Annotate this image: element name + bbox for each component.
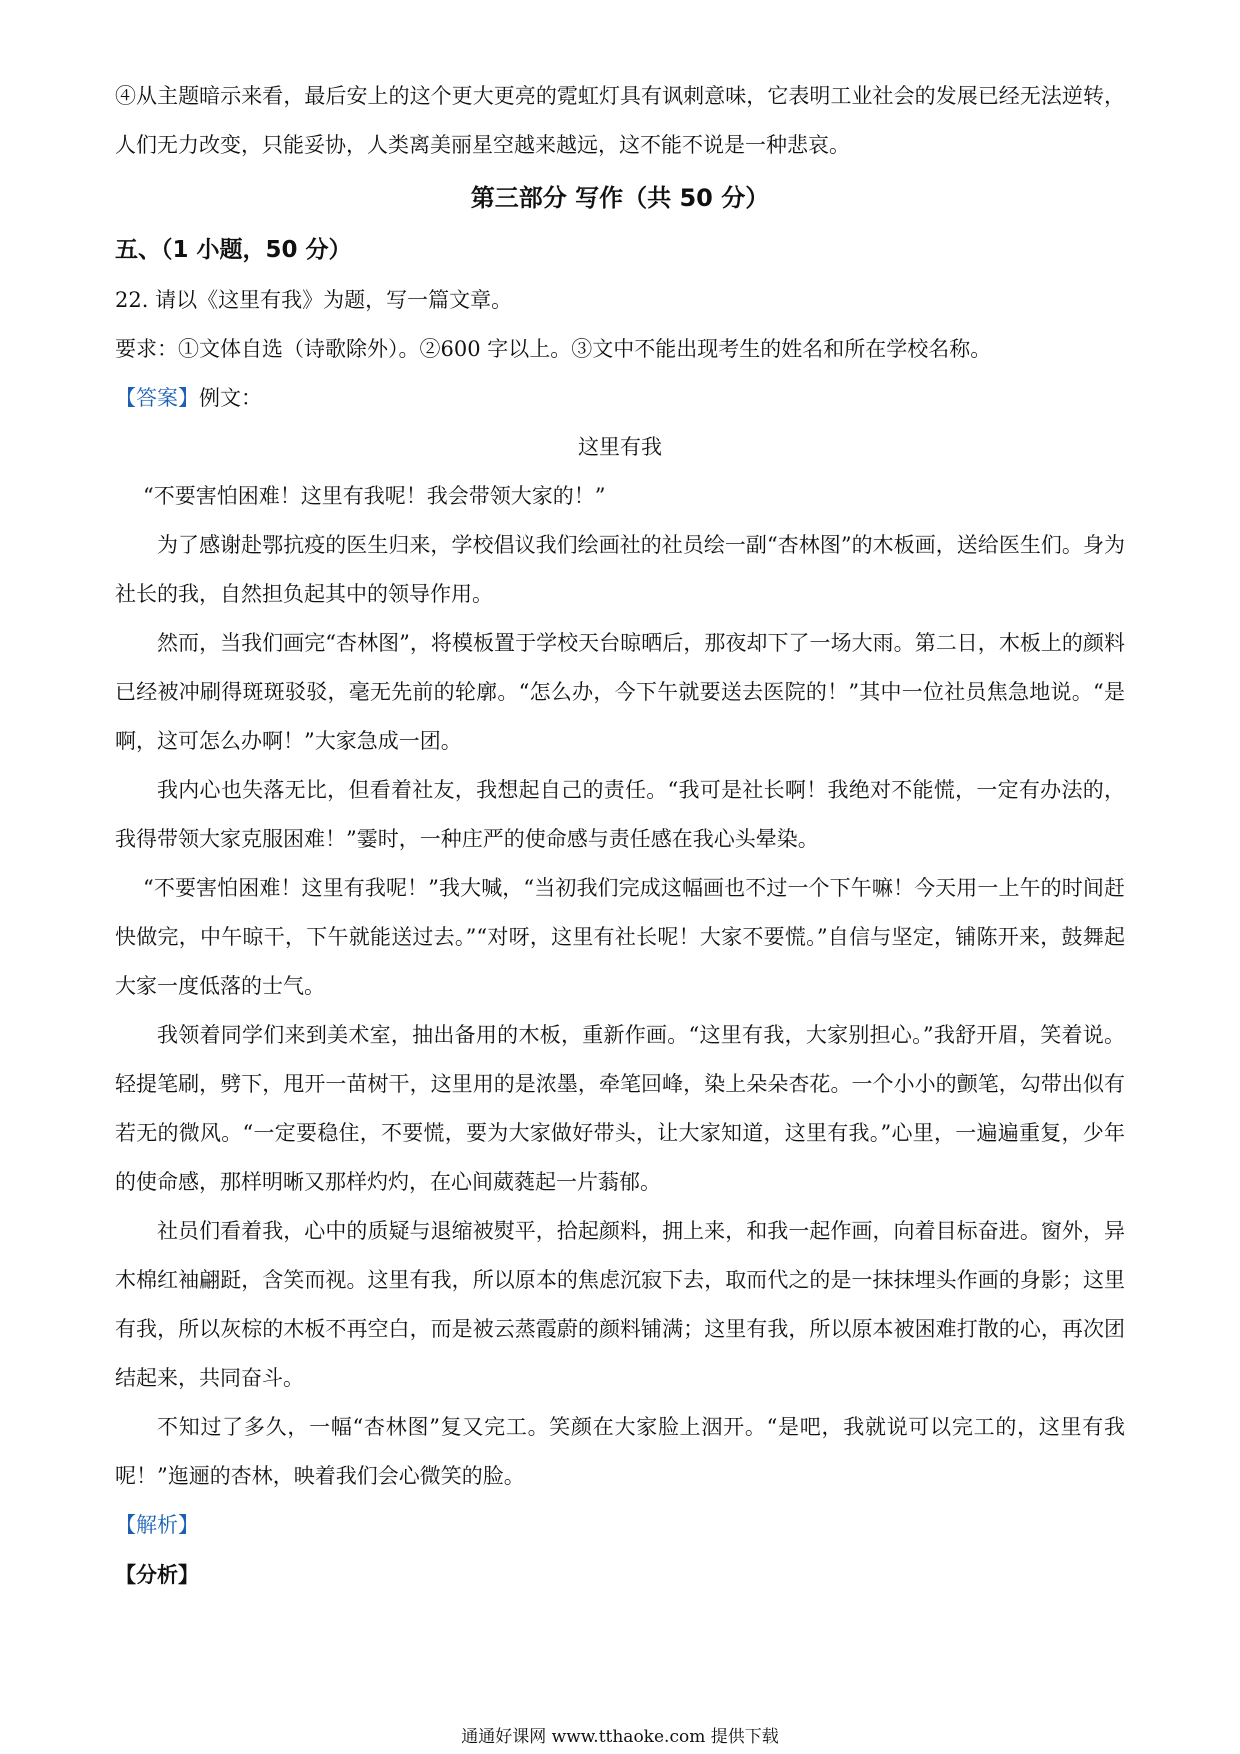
essay-paragraph: 为了感谢赴鄂抗疫的医生归来，学校倡议我们绘画社的社员绘一副“杏林图”的木板画，送给医生们。身为社长的我，自然担负起其中的领导作用。 (115, 533, 1125, 606)
answer-line (115, 374, 1125, 423)
footer-credit: 通通好课网 www.tthaoke.com 提供下载 (461, 1727, 779, 1747)
essay-paragraph: 我领着同学们来到美术室，抽出备用的木板，重新作画。“这里有我，大家别担心。”我舒开眉，笑着说。轻提笔刷，劈下，甩开一苗树干，这里用的是浓墨，牵笔回峰，染上朵朵杏花。一个小小的颤笔，勾带出似有若无的微风。“一定要稳住，不要慌，要为大家做好带头，让大家知道，这里有我。”心里，一遍遍重复，少年的使命感，那样明晰又那样灼灼，在心间葳蕤起一片蓊郁。 (115, 1023, 1125, 1194)
answer-tag: 【答案】 (115, 386, 199, 410)
document-page (115, 72, 1125, 1599)
essay-title: 这里有我 (578, 435, 662, 459)
essay-paragraph: “不要害怕困难！这里有我呢！我会带领大家的！” (143, 484, 606, 508)
essay-paragraph: 社员们看着我，心中的质疑与退缩被熨平，拾起颜料，拥上来，和我一起作画，向着目标奋进。窗外，异木棉红袖翩跹，含笑而视。这里有我，所以原本的焦虑沉寂下去，取而代之的是一抹抹埋头作画的身影；这里有我，所以灰棕的木板不再空白，而是被云蒸霞蔚的颜料铺满；这里有我，所以原本被困难打散的心，再次团结起来，共同奋斗。 (115, 1219, 1125, 1390)
fenxi-tag: 【分析】 (115, 1562, 199, 1587)
answer-lead: 例文： (199, 386, 262, 410)
analysis-tag: 【解析】 (115, 1513, 199, 1537)
intro-paragraph: ④从主题暗示来看，最后安上的这个更大更亮的霓虹灯具有讽刺意味，它表明工业社会的发展已经无法逆转，人们无力改变，只能妥协，人类离美丽星空越来越远，这不能不说是一种悲哀。 (115, 84, 1125, 157)
essay-paragraph: 不知过了多久，一幅“杏林图”复又完工。笑颜在大家脸上洇开。“是吧，我就说可以完工的，这里有我呢！”迤逦的杏林，映着我们会心微笑的脸。 (115, 1415, 1125, 1488)
part-heading: 五、（1 小题，50 分） (115, 237, 352, 263)
essay-paragraph: 然而，当我们画完“杏林图”，将模板置于学校天台晾晒后，那夜却下了一场大雨。第二日，木板上的颜料已经被冲刷得斑斑驳驳，毫无先前的轮廓。“怎么办，今下午就要送去医院的！”其中一位社员焦急地说。“是啊，这可怎么办啊！”大家急成一团。 (115, 631, 1125, 753)
essay-paragraph: “不要害怕困难！这里有我呢！”我大喊，“当初我们完成这幅画也不过一个下午嘛！今天用一上午的时间赶快做完，中午晾干，下午就能送过去。”“对呀，这里有社长呢！大家不要慌。”自信与坚定，铺陈开来，鼓舞起大家一度低落的士气。 (115, 876, 1125, 998)
essay-body (115, 472, 1125, 1501)
question-prompt: 22. 请以《这里有我》为题，写一篇文章。 (115, 288, 513, 312)
essay-paragraph: 我内心也失落无比，但看着社友，我想起自己的责任。“我可是社长啊！我绝对不能慌，一定有办法的，我得带领大家克服困难！”霎时，一种庄严的使命感与责任感在我心头晕染。 (115, 778, 1125, 851)
section-title: 第三部分 写作（共 50 分） (470, 184, 770, 212)
question-requirements: 要求：①文体自选（诗歌除外）。②600 字以上。③文中不能出现考生的姓名和所在学校名称。 (115, 337, 992, 361)
